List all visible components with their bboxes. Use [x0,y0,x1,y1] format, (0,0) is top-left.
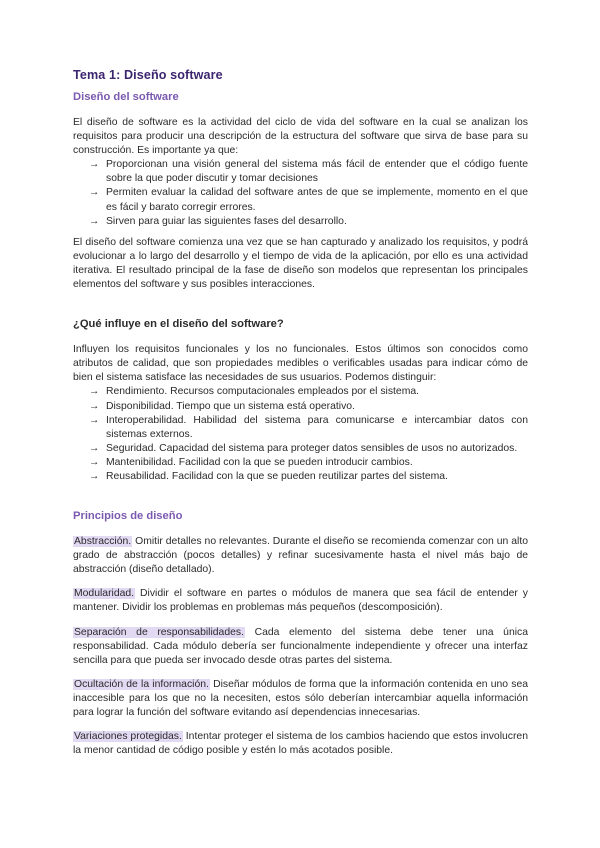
list-item: → Reusabilidad. Facilidad con la que se pueden reutilizar partes del sistema. [73,470,528,484]
list-item: → Rendimiento. Recursos computacionales empleados por el sistema. [73,385,528,399]
list-item: → Mantenibilidad. Facilidad con la que se pueden introducir cambios. [73,456,528,470]
page-title: Tema 1: Diseño software [73,68,223,82]
section-heading-influye: ¿Qué influye en el diseño del software? [73,318,284,331]
influence-paragraph: Influyen los requisitos funcionales y los no funcionales. Estos últimos son conocidos como atributos de calidad, que son propiedades medibles o verificables usadas para indicar cómo de bien el sistema satisface las necesidades de sus usuarios. Podemos distinguir: [73,344,528,384]
document-content [73,68,528,758]
arrow-icon: → [89,386,100,398]
list-item: → Proporcionan una visión general del sistema más fácil de entender que el código fuente sobre la que poder discutir y tomar decisiones [89,159,528,185]
principle-term: Abstracción. [74,536,132,548]
principle-term: Separación de responsabilidades. [74,626,244,638]
importance-list [73,158,528,228]
arrow-icon: → [89,442,100,454]
arrow-icon: → [89,456,100,468]
list-item: → Sirven para guiar las siguientes fases del desarrollo. [73,215,528,229]
arrow-icon: → [89,400,100,412]
principle-variaciones: Variaciones protegidas. Intentar proteger el sistema de los cambios haciendo que estos involucren la menor cantidad de código posible y estén lo más acotados posible. [73,731,528,757]
list-item: → Seguridad. Capacidad del sistema para proteger datos sensibles de usos no autorizados. [73,442,528,456]
list-item: → Disponibilidad. Tiempo que un sistema está operativo. [73,400,528,414]
quality-attributes-list [73,385,528,484]
list-item: → Interoperabilidad. Habilidad del sistema para comunicarse e intercambiar datos con sistemas externos. [89,414,528,440]
principle-ocultacion: Ocultación de la información. Diseñar módulos de forma que la información contenida en uno sea inaccesible para los que no la necesiten, estos sólo deberían intercambiar aquella información para lograr la función del software evitando así dependencias innecesarias. [73,678,529,718]
arrow-icon: → [89,159,100,171]
principle-modularidad: Modularidad. Dividir el software en partes o módulos de manera que sea fácil de entender y mantener. Dividir los problemas en problemas más pequeños (descomposición). [73,588,528,614]
arrow-icon: → [89,414,100,426]
intro-paragraph: El diseño de software es la actividad del ciclo de vida del software en la cual se analizan los requisitos para producir una descripción de la estructura del software que sirva de base para su construcción. Es importante ya que: [73,117,528,157]
closing-paragraph: El diseño del software comienza una vez que se han capturado y analizado los requisitos, y podrá evolucionar a lo largo del desarrollo y el tiempo de vida de la aplicación, por ello es una actividad iterativa. El resultado principal de la fase de diseño son modelos que representan los principales elementos del software y sus posibles interacciones. [73,236,528,291]
section-heading-principios: Principios de diseño [73,510,183,523]
principle-term: Variaciones protegidas. [74,731,182,743]
arrow-icon: → [89,215,100,227]
section-heading-diseno-software: Diseño del software [73,91,179,103]
principle-term: Modularidad. [74,588,135,600]
arrow-icon: → [89,470,100,482]
principle-separacion: Separación de responsabilidades. Cada elemento del sistema debe tener una única responsabilidad. Cada módulo debería ser funcionalmente independiente y ofrecer una interfaz sencilla para que pueda ser invocado desde otras partes del sistema. [73,626,529,666]
principle-abstraccion: Abstracción. Omitir detalles no relevantes. Durante el diseño se recomienda comenzar con un alto grado de abstracción (pocos detalles) y refinar sucesivamente hasta el nivel más bajo de abstracción (diseño detallado). [73,536,528,576]
arrow-icon: → [89,187,100,199]
principle-term: Ocultación de la información. [74,678,209,690]
list-item: → Permiten evaluar la calidad del software antes de que se implemente, momento en el que es fácil y barato corregir errores. [89,187,528,213]
